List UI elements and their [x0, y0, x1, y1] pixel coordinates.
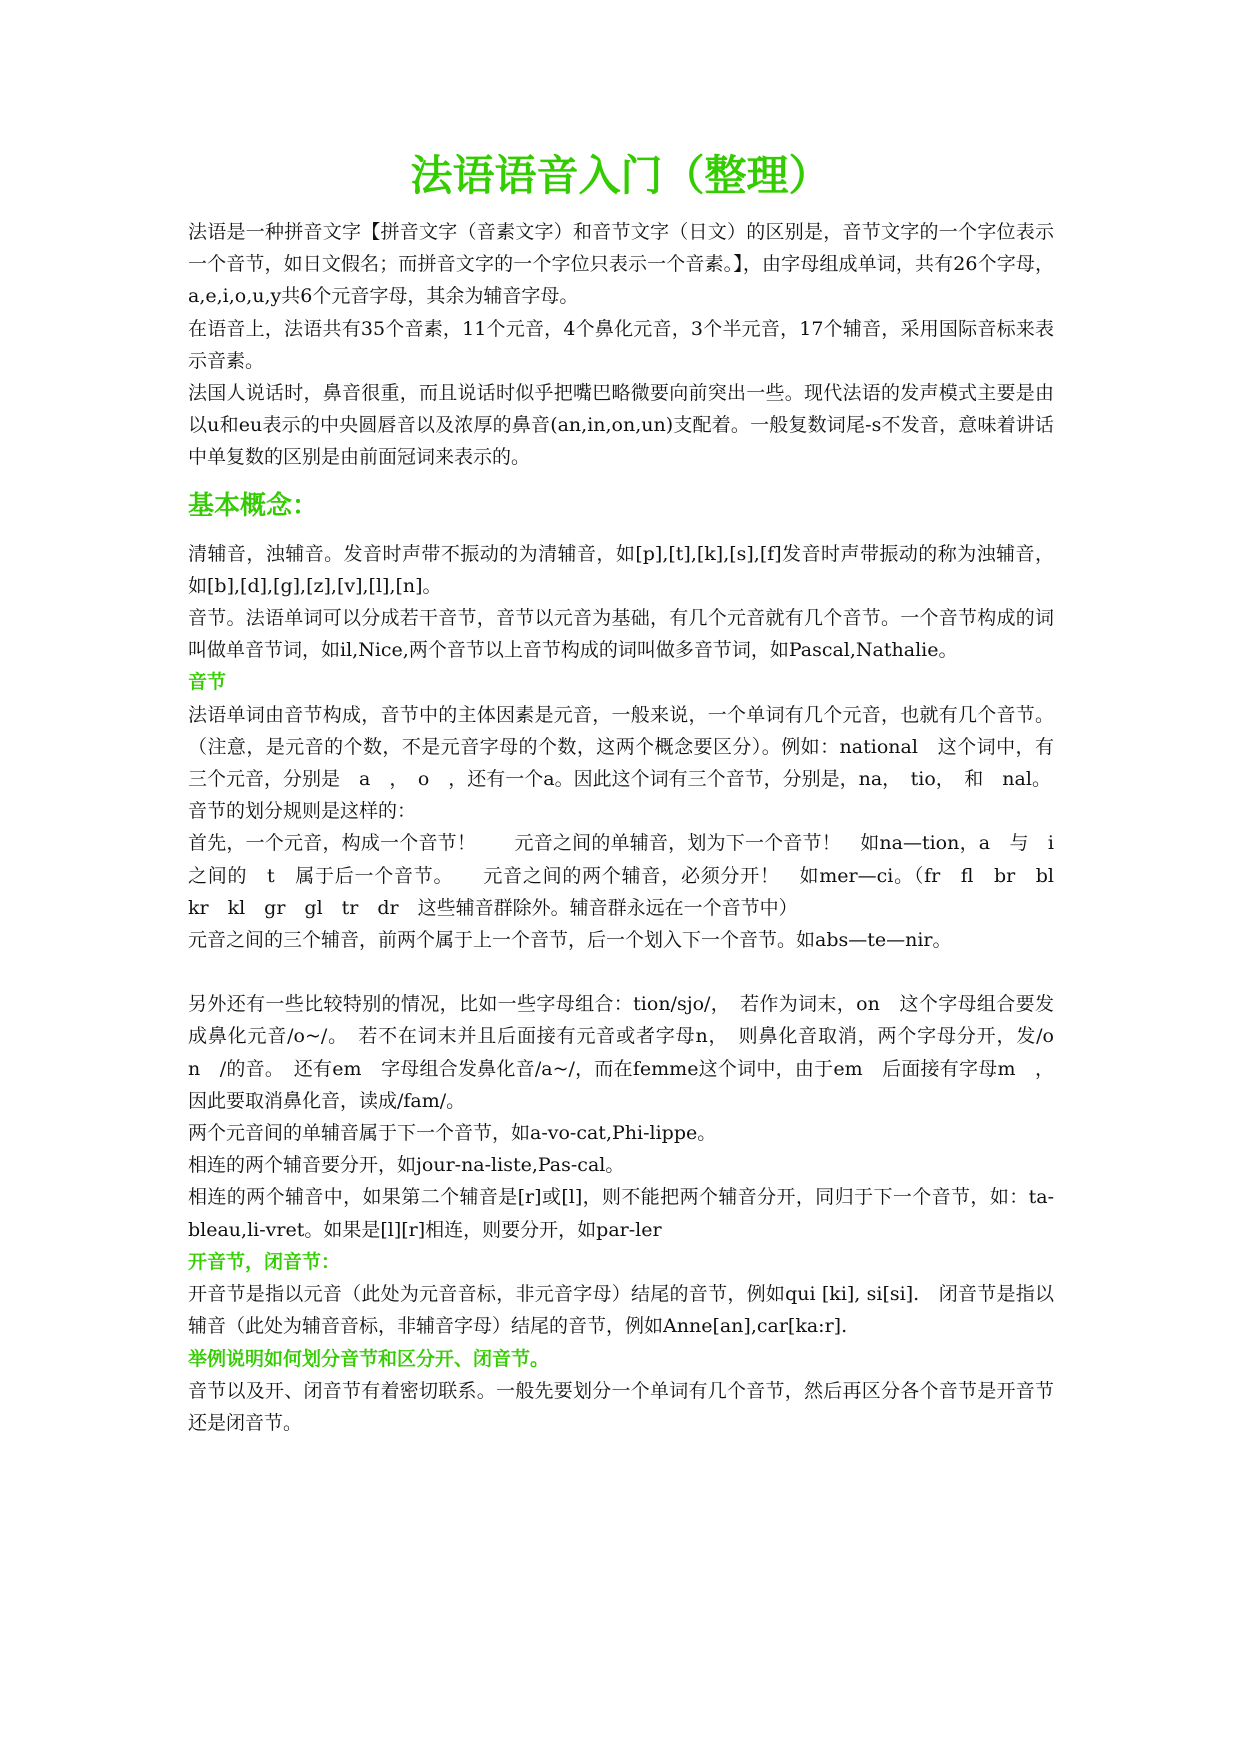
section-heading-basic-concepts: 基本概念： — [188, 490, 319, 521]
intro-paragraph-2: 在语音上，法语共有35个音素，11个元音，4个鼻化元音，3个半元音，17个辅音，采用国际音标来表示音素。 — [188, 317, 1054, 372]
page-title: 法语语音入门（整理） — [410, 151, 831, 200]
blank-line — [188, 956, 1054, 988]
subheading-syllable: 音节 — [188, 671, 227, 694]
subheading-example: 举例说明如何划分音节和区分开、闭音节。 — [188, 1347, 550, 1370]
example-paragraph-1: 音节以及开、闭音节有着密切联系。一般先要划分一个单词有几个音节，然后再区分各个音节是开音节还是闭音节。 — [188, 1379, 1054, 1434]
syllable-paragraph-7: 相连的两个辅音要分开，如jour-na-liste,Pas-cal。 — [188, 1154, 625, 1177]
basic-paragraph-1: 清辅音，浊辅音。发音时声带不振动的为清辅音，如[p],[t],[k],[s],[f]发音时声带振动的称为浊辅音，如[b],[d],[g],[z],[v],[l],[n]。 — [188, 542, 1054, 597]
syllable-paragraph-5: 另外还有一些比较特别的情况，比如一些字母组合：tion/sjo/， 若作为词末，on 这个字母组合要发成鼻化元音/o~/。 若不在词末并且后面接有元音或者字母n， 则鼻化音取消，两个字母分开，发/o n /的音。 还有em 字母组合发鼻化音/a~/，而在femme这个词中，由于em 后面接有字母m ，因此要取消鼻化音，读成/fam/。 — [188, 993, 1074, 1112]
syllable-paragraph-6: 两个元音间的单辅音属于下一个音节，如a-vo-cat,Phi-lippe。 — [188, 1122, 717, 1145]
document-body — [188, 216, 1074, 1439]
syllable-paragraph-3: 首先，一个元音，构成一个音节！ 元音之间的单辅音，划为下一个音节！ 如na—tion，a 与 i之间的 t 属于后一个音节。 元音之间的两个辅音，必须分开！ 如mer—ci。（fr fl br bl kr kl gr gl tr dr 这些辅音群除外。辅音群永远在一个音节中） — [188, 832, 1074, 919]
subheading-open-closed-syllable: 开音节，闭音节： — [188, 1250, 341, 1273]
syllable-paragraph-1: 法语单词由音节构成，音节中的主体因素是元音，一般来说，一个单词有几个元音，也就有几个音节。（注意，是元音的个数，不是元音字母的个数，这两个概念要区分）。例如：national 这个词中，有三个元音，分别是 a ， o ，还有一个a。因此这个词有三个音节，分别是，na， tio， 和 nal。 — [188, 703, 1054, 791]
open-closed-paragraph-1: 开音节是指以元音（此处为元音音标，非元音字母）结尾的音节，例如qui [ki], si[si]. 闭音节是指以辅音（此处为辅音音标，非辅音字母）结尾的音节，例如Anne[an],car[ka:r]. — [188, 1283, 1054, 1338]
syllable-paragraph-4: 元音之间的三个辅音，前两个属于上一个音节，后一个划入下一个音节。如abs—te—nir。 — [188, 929, 952, 952]
basic-paragraph-2: 音节。法语单词可以分成若干音节，音节以元音为基础，有几个元音就有几个音节。一个音节构成的词叫做单音节词，如il,Nice,两个音节以上音节构成的词叫做多音节词，如Pascal,Nathalie。 — [188, 607, 1054, 662]
intro-paragraph-1: 法语是一种拼音文字【拼音文字（音素文字）和音节文字（日文）的区别是，音节文字的一个字位表示一个音节，如日文假名；而拼音文字的一个字位只表示一个音素。】，由字母组成单词，共有26个字母，a,e,i,o,u,y共6个元音字母，其余为辅音字母。 — [188, 221, 1054, 308]
syllable-paragraph-8: 相连的两个辅音中，如果第二个辅音是[r]或[l]，则不能把两个辅音分开，同归于下一个音节，如：ta-bleau,li-vret。如果是[l][r]相连，则要分开，如par-ler — [188, 1186, 1054, 1241]
intro-paragraph-3: 法国人说话时，鼻音很重，而且说话时似乎把嘴巴略微要向前突出一些。现代法语的发声模式主要是由以u和eu表示的中央圆唇音以及浓厚的鼻音(an,in,on,un)支配着。一般复数词尾-s不发音，意味着讲话中单复数的区别是由前面冠词来表示的。 — [188, 382, 1054, 469]
syllable-paragraph-2: 音节的划分规则是这样的： — [188, 800, 417, 823]
